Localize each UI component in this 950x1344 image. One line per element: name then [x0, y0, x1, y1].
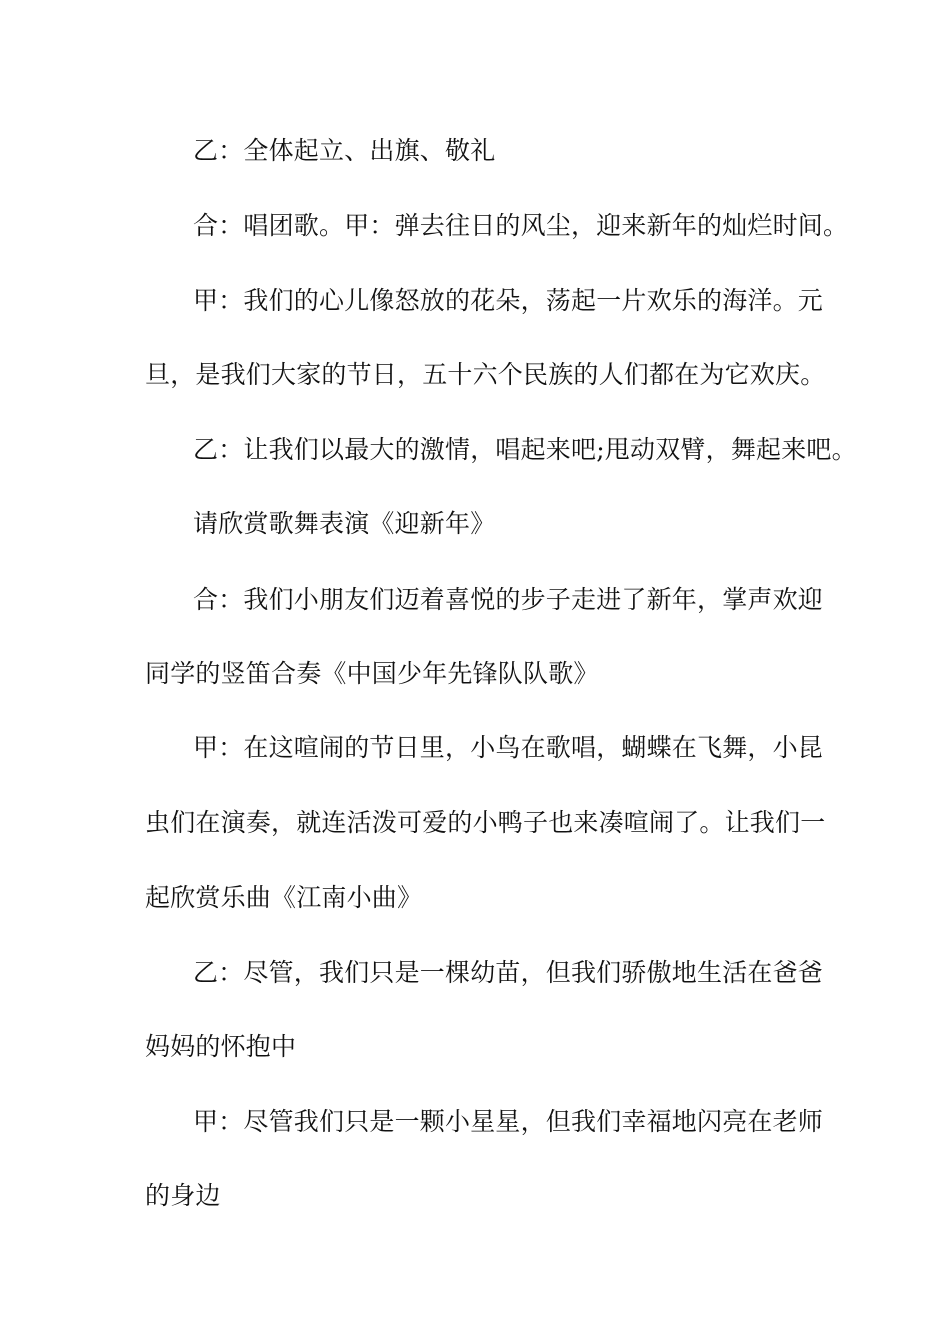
text-line: 虫们在演奏，就连活泼可爱的小鸭子也来凑喧闹了。让我们一 — [145, 808, 826, 837]
text-line: 请欣赏歌舞表演《迎新年》 — [193, 509, 496, 538]
text-line: 妈妈的怀抱中 — [145, 1032, 297, 1061]
text-line: 旦，是我们大家的节日，五十六个民族的人们都在为它欢庆。 — [145, 360, 826, 389]
text-line: 合：唱团歌。甲：弹去往日的风尘，迎来新年的灿烂时间。 — [193, 211, 849, 240]
text-line: 乙：尽管，我们只是一棵幼苗，但我们骄傲地生活在爸爸 — [193, 958, 824, 987]
text-line: 乙：让我们以最大的激情，唱起来吧;甩动双臂，舞起来吧。 — [193, 435, 857, 464]
text-line: 同学的竖笛合奏《中国少年先锋队队歌》 — [145, 659, 599, 688]
text-line: 乙：全体起立、出旗、敬礼 — [193, 136, 496, 165]
text-line: 起欣赏乐曲《江南小曲》 — [145, 883, 423, 912]
text-line: 甲：在这喧闹的节日里，小鸟在歌唱，蝴蝶在飞舞，小昆 — [193, 733, 824, 762]
text-line: 甲：我们的心儿像怒放的花朵，荡起一片欢乐的海洋。元 — [193, 286, 824, 315]
text-line: 合：我们小朋友们迈着喜悦的步子走进了新年，掌声欢迎 — [193, 585, 824, 614]
text-line: 的身边 — [145, 1181, 221, 1210]
text-line: 甲：尽管我们只是一颗小星星，但我们幸福地闪亮在老师 — [193, 1107, 824, 1136]
